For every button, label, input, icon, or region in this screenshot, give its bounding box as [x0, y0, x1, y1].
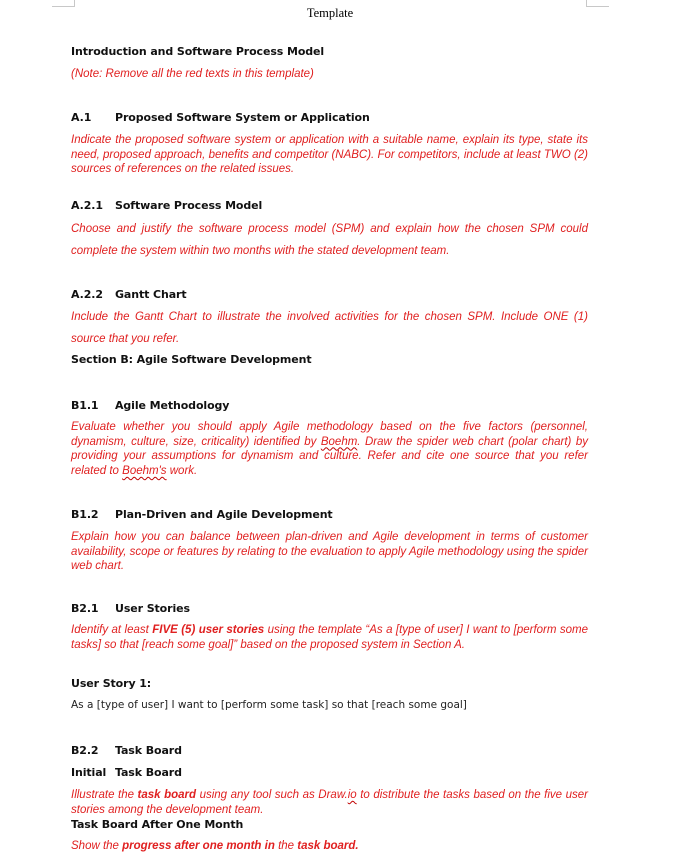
heading-title: Plan-Driven and Agile Development — [115, 508, 333, 521]
heading-b11 — [71, 399, 588, 412]
heading-a22 — [71, 288, 588, 301]
heading-b22 — [71, 744, 588, 757]
a22-instructions: Include the Gantt Chart to illustrate the involved activities for the chosen SPM. Include ONE (1) source that you refer. — [71, 311, 588, 345]
heading-title: Software Process Model — [115, 199, 263, 212]
text-run: using the template “As a [type of user] I want to [perform some tasks] so that [reach some goal]” based on the proposed system in Section A. — [71, 624, 588, 651]
text-run: Show the — [71, 840, 123, 852]
spellcheck-word: Boehm's — [122, 464, 167, 477]
heading-title: Gantt Chart — [115, 288, 187, 301]
heading-title: Task Board — [115, 744, 182, 757]
heading-b12 — [71, 508, 588, 521]
user-story-heading: User Story 1: — [71, 677, 152, 690]
text-run: Illustrate the — [71, 789, 138, 801]
intro-heading: Introduction and Software Process Model — [71, 45, 325, 58]
b12-instructions: Explain how you can balance between plan-driven and Agile development in terms of customer availability, scope or features by relating to the evaluation to apply Agile methodology using the spider web chart. — [71, 531, 588, 573]
heading-title: Agile Methodology — [115, 399, 230, 412]
text-run: Evaluate whether you should apply Agile methodology based on the five factors (personnel, dynamism, culture, size, criticality) identified by — [71, 421, 588, 448]
b21-instructions — [71, 623, 588, 652]
text-run: using any tool such as Draw. — [196, 789, 348, 801]
heading-number: A.1 — [71, 111, 92, 124]
after-month-instructions — [71, 839, 588, 854]
b22-instructions — [71, 788, 588, 817]
emphasis-text: task board. — [297, 840, 359, 852]
after-month-heading: Task Board After One Month — [71, 818, 244, 831]
emphasis-text: task board — [137, 789, 197, 801]
user-story-text: As a [type of user] I want to [perform some task] so that [reach some goal] — [71, 699, 467, 711]
text-run: to distribute the tasks based on the five user stories among the development team. — [71, 789, 588, 816]
text-run: the — [274, 840, 298, 852]
text-run: Identify at least — [71, 624, 153, 636]
emphasis-text: progress after one month in — [122, 840, 275, 852]
heading-number: A.2.2 — [71, 288, 103, 301]
heading-number: Initial — [71, 766, 107, 779]
heading-title: User Stories — [115, 602, 190, 615]
b11-instructions — [71, 420, 588, 478]
heading-initial-task-board — [71, 766, 588, 779]
intro-note: (Note: Remove all the red texts in this template) — [71, 68, 314, 80]
text-run: work. — [166, 464, 198, 477]
emphasis-text: FIVE (5) user stories — [152, 624, 265, 636]
heading-title: Task Board — [115, 766, 182, 779]
a21-instructions: Choose and justify the software process model (SPM) and explain how the chosen SPM could complete the system within two months with the stated development team. — [71, 223, 588, 257]
spellcheck-word: Boehm — [320, 435, 358, 448]
section-b-heading: Section B: Agile Software Development — [71, 353, 312, 366]
heading-title: Proposed Software System or Application — [115, 111, 370, 124]
page-header: Template — [306, 6, 354, 20]
heading-number: A.2.1 — [71, 199, 103, 212]
heading-number: B2.2 — [71, 744, 99, 757]
spellcheck-word: io — [347, 789, 357, 801]
heading-b21 — [71, 602, 588, 615]
heading-number: B2.1 — [71, 602, 99, 615]
text-run: . Draw the spider web chart (polar chart) by providing your assumptions for dynamism and culture. Refer and cite one source that you refer related to — [71, 435, 588, 477]
a1-instructions: Indicate the proposed software system or application with a suitable name, explain its type, state its need, proposed approach, benefits and competitor (NABC). For competitors, include at least TWO (2) sources of references on the related issues. — [71, 134, 588, 176]
heading-a1 — [71, 111, 588, 124]
heading-number: B1.2 — [71, 508, 99, 521]
heading-number: B1.1 — [71, 399, 99, 412]
heading-a21 — [71, 199, 588, 212]
